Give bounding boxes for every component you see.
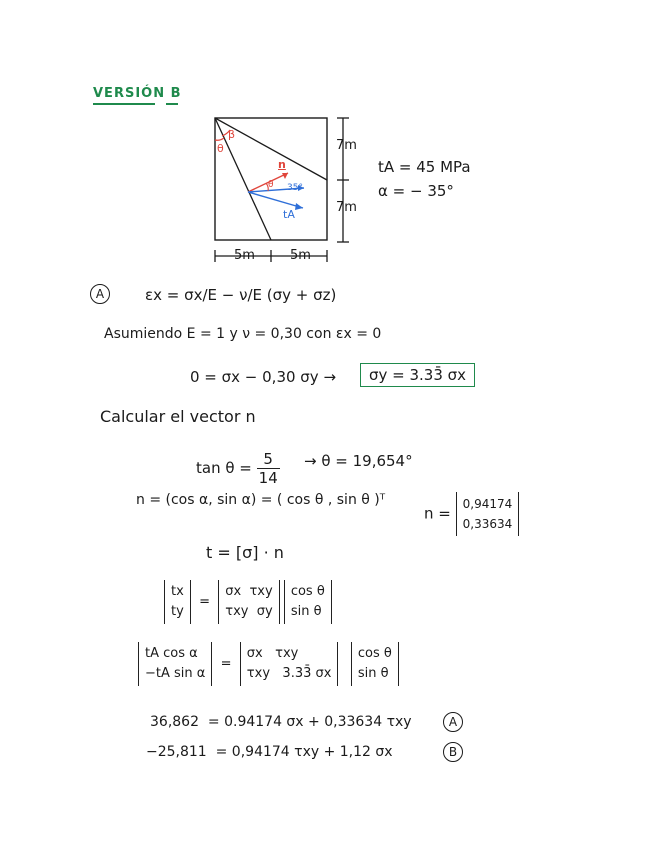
strain-equation: 0 = σx − 0,30 σy → xyxy=(190,368,337,386)
assumption-line: Asumiendo E = 1 y ν = 0,30 con εx = 0 xyxy=(104,326,382,342)
equation-b: −25,811 = 0,94174 τxy + 1,12 σx xyxy=(146,744,393,760)
given-alpha: α = − 35° xyxy=(378,182,454,200)
normal-label: n xyxy=(278,158,286,171)
equation-a-marker: A xyxy=(443,712,463,732)
alpha-deg-label: 35° xyxy=(287,183,303,193)
dim-left-label: 5m xyxy=(234,248,255,263)
dim-top-label: 7m xyxy=(336,138,357,153)
sigma-y-result: σy = 3.33̄ σx xyxy=(360,363,475,387)
traction-matrix-eq-2: tA cos α −tA sin α = σx τxy τxy 3.33̄ σx cos θ sin θ xyxy=(138,642,399,686)
dim-bottom-label: 7m xyxy=(336,200,357,215)
theta-left-label: θ xyxy=(217,142,224,155)
n-vector: n = 0,94174 0,33634 xyxy=(424,492,519,536)
vector-n-heading: Calcular el vector n xyxy=(100,407,256,426)
hooke-law: εx = σx/E − ν/E (σy + σz) xyxy=(145,286,337,304)
traction-label: tA xyxy=(283,208,295,221)
tan-theta: tan θ = $\frac{5}{14}$ xyxy=(196,450,278,487)
traction-matrix-eq: tx ty = σx τxy τxy σy cos θ sin θ xyxy=(164,580,332,624)
theta-arc-left xyxy=(215,138,224,140)
title-underline-b xyxy=(166,103,178,105)
theta-value: → θ = 19,654° xyxy=(304,452,413,470)
cauchy-formula: t = [σ] · n xyxy=(206,543,284,562)
geometry-diagram xyxy=(200,110,360,270)
traction-arrowhead xyxy=(295,203,303,210)
section-a-marker: A xyxy=(90,284,110,304)
page-title: VERSIÓN B xyxy=(93,86,182,101)
diagonal-lower xyxy=(215,118,271,240)
dim-right-label: 5m xyxy=(290,248,311,263)
equation-a: 36,862 = 0.94174 σx + 0,33634 τxy xyxy=(150,714,412,730)
equation-b-marker: B xyxy=(443,742,463,762)
beta-label: β xyxy=(228,128,236,141)
n-definition: n = (cos α, sin α) = ( cos θ , sin θ )ᵀ xyxy=(136,492,386,508)
given-traction: tA = 45 MPa xyxy=(378,158,471,176)
title-underline xyxy=(93,103,155,105)
traction-arrow xyxy=(248,192,303,208)
theta-arrow-label: θ xyxy=(268,180,274,190)
